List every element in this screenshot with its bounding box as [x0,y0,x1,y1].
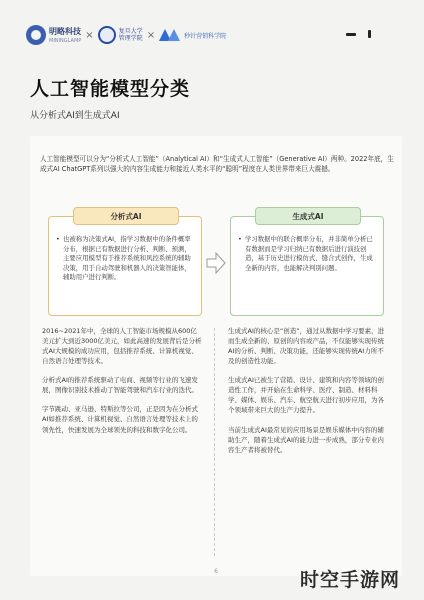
logo1-name: 明略科技 [49,27,81,36]
mininglamp-logo-icon [26,25,46,45]
generative-ai-box [230,211,384,316]
logo2-sub: 管理学院 [118,35,143,42]
content-card [30,136,402,576]
right-paragraph-1: 生成式AI的核心是“创造”，通过从数据中学习要素，进而生成全新的、原创的内容或产品，不仅能够实现传统AI的分析、判断、决策功能，还能够实现传统AI力所不及的创造性功能。 [228,327,385,366]
fudan-seal-icon [98,26,116,44]
right-column [228,326,388,464]
watermark: 时空手游网 [300,569,401,591]
logo-miaozhen [159,29,226,41]
dash-mark-icon [346,33,356,36]
page-subtitle: 从分析式AI到生成式AI [30,111,120,121]
bar-mark-icon [368,30,371,38]
left-paragraph-2: 分析式AI的推荐系统驱动了电商、视频等行业的飞速发展，图像识别技术推动了智能驾驶和汽车行业的迭代。 [42,376,198,395]
separator-x: × [85,29,94,41]
miaozhen-logo-icon [159,29,181,41]
analytical-ai-label: 分析式AI [73,207,179,225]
separator-x-2: × [146,29,156,41]
analytical-ai-box [48,211,202,316]
analytical-ai-text: • 也被称为决策式AI，指学习数据中的条件概率分布，根据已有数据进行分析、判断、预测，主要应用模型有于推荐系统和风控系统的辅助决策，用于自动驾驶和机器人的决策智能体，辅助用户进行判断。 [63,235,193,283]
right-arrow-icon [206,252,226,274]
generative-ai-text: • 学习数据中的联合概率分布，并非简单分析已有数据而是学习归纳已有数据后进行演技创造，基于历史进行模仿式、缝合式创作，生成全新的内容，也能解决判别问题。 [245,235,375,273]
right-paragraph-3: 当前生成式AI最常见的应用场景是娱乐媒体中内容的辅助生产，随着生成式AI的能力进一步成熟，部分专业内容生产者将被替代。 [228,425,384,454]
header [0,0,424,70]
logo-fudan [98,26,143,44]
right-paragraph-2: 生成式AI已被生了营销、设计、建筑和内容等领域的创造性工作，并开始在生命科学、医疗、制造、材料科学、媒体、娱乐、汽车、航空航天进行初步应用，为各个领域带来巨大的生产力提升。 [228,376,384,415]
intro-paragraph: 人工智能模型可以分为“分析式人工智能”（Analytical AI）和“生成式人工智能”（Generative AI）两种。2022年底，生成式AI ChatGPT系列以强大的内容生成能力和接近人类水平的“聪明”程度在人类世界带来巨大震撼。 [40,155,394,174]
page-number: 6 [214,568,218,575]
logo2-name: 复旦大学 [118,27,143,35]
generative-ai-label: 生成式AI [255,207,361,225]
logo1-sub: MININGLAMP [49,38,82,44]
left-column [42,326,202,444]
column-divider [214,328,215,556]
left-paragraph-3: 字节跳动、亚马逊、特斯拉等公司，正是因为在分析式AI如推荐系统、计算机视觉、自然语言处理等技术上的领先性，快速发展为全球领先的科技和数字化公司。 [42,405,198,434]
page-title: 人工智能模型分类 [30,78,191,100]
logo3-name: 秒针营销科学院 [184,32,227,40]
left-paragraph-1: 2016~2021年中，全球的人工智能市场规模从600亿美元扩大到近3000亿美元，如此高速的发展背后是分析式AI大规模的成功应用，包括推荐系统、计算机视觉、自然语言处理等技术。 [42,327,202,366]
logo-mininglamp [26,25,81,45]
